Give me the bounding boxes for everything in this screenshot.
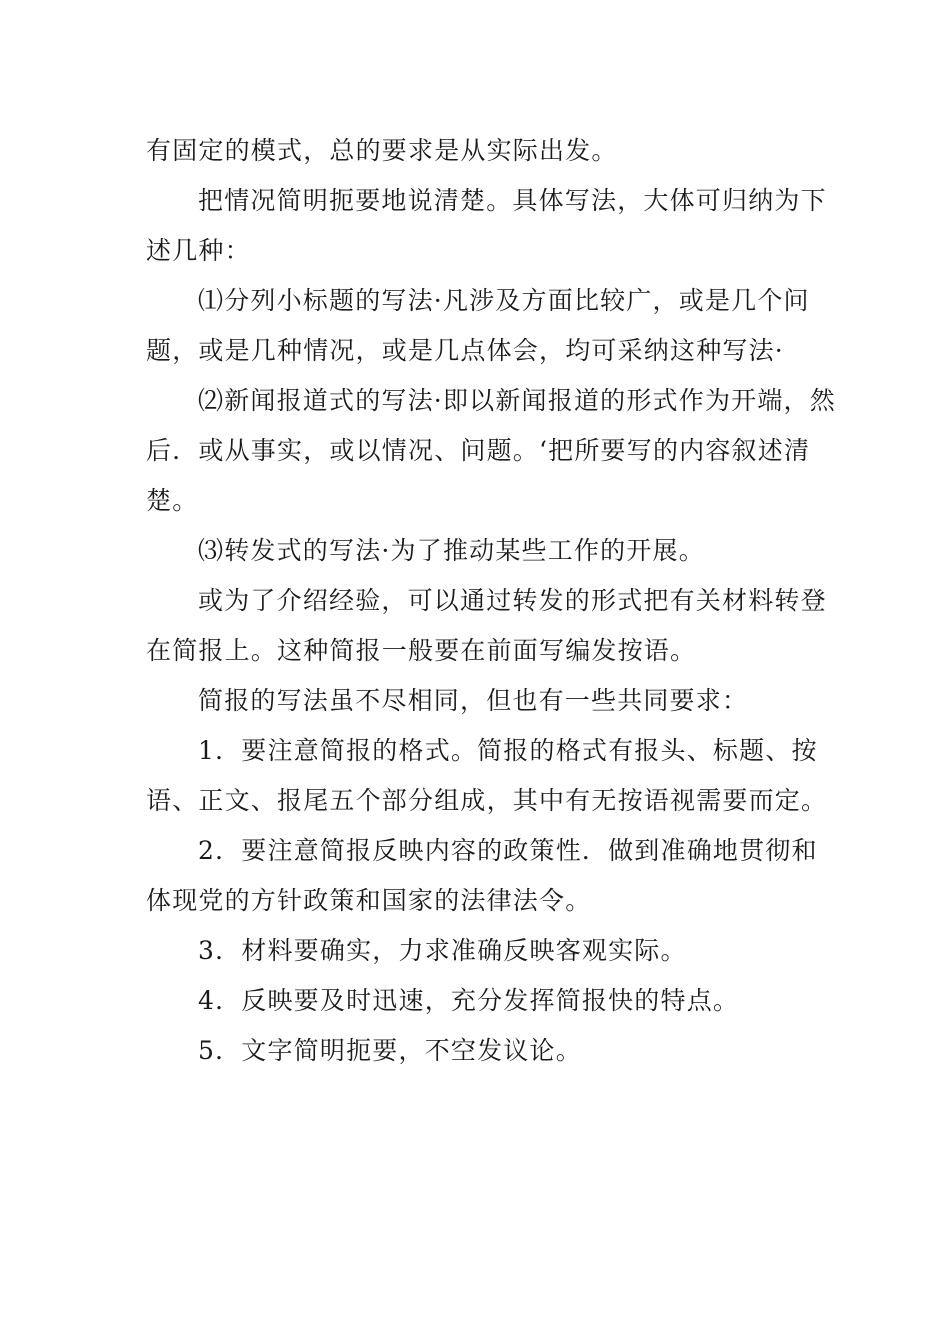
paragraph-requirements-intro: 简报的写法虽不尽相同，但也有一些共同要求： [198,686,749,715]
paragraph-method-1: ⑴分列小标题的写法·凡涉及方面比较广，或是几个问题，或是几种情况，或是几点体会，均可采纳这种写法· [146,286,810,365]
paragraph-intro: 把情况简明扼要地说清楚。具体写法，大体可归纳为下述几种： [146,186,827,265]
requirement-item-1: 1．要注意简报的格式。简报的格式有报头、标题、按语、正文、报尾五个部分组成，其中有无按语视需要而定。 [146,736,828,815]
paragraph-method-2: ⑵新闻报道式的写法·即以新闻报道的形式作为开端，然后．或从事实，或以情况、问题。‘把所要写的内容叙述清楚。 [146,386,836,515]
paragraph-method-3: ⑶转发式的写法·为了推动某些工作的开展。 [198,536,705,565]
requirement-item-5: 5．文字简明扼要，不空发议论。 [198,1036,582,1065]
document-body [146,126,836,1076]
requirement-item-4: 4．反映要及时迅速，充分发挥简报快的特点。 [198,986,740,1015]
requirement-item-3: 3．材料要确实，力求准确反映客观实际。 [198,936,687,965]
paragraph-method-3-detail: 或为了介绍经验，可以通过转发的形式把有关材料转登在简报上。这种简报一般要在前面写编发按语。 [146,586,827,665]
paragraph-continuation: 有固定的模式，总的要求是从实际出发。 [146,136,618,165]
requirement-item-2: 2．要注意简报反映内容的政策性．做到准确地贯彻和体现党的方针政策和国家的法律法令。 [146,836,818,915]
